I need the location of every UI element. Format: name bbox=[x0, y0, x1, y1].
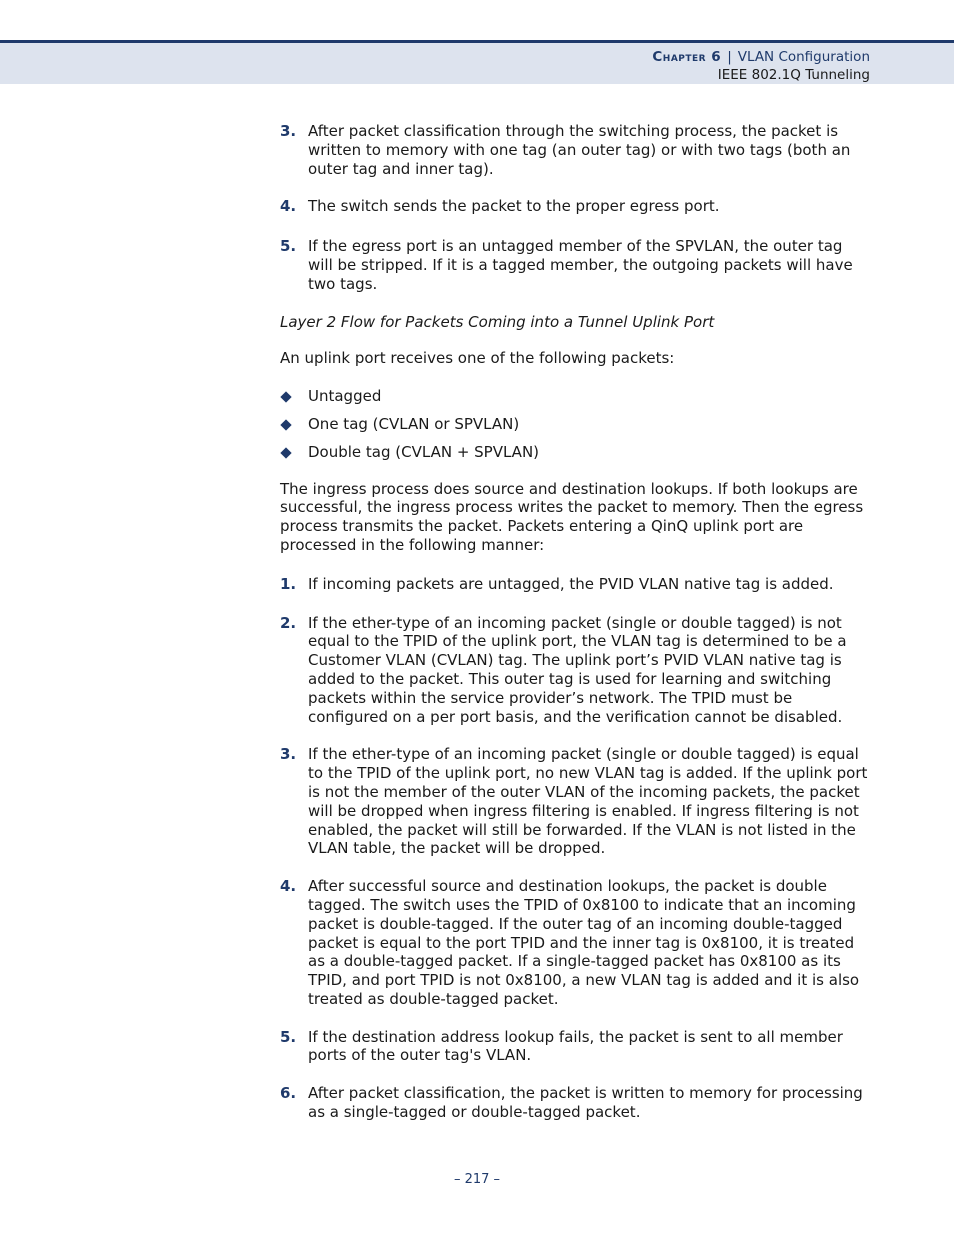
item-text: If the destination address lookup fails, the packet is sent to all member ports of the outer tag's VLAN. bbox=[308, 1027, 843, 1065]
page-body bbox=[280, 122, 870, 1122]
list-item bbox=[280, 122, 870, 178]
item-number: 3. bbox=[280, 745, 297, 764]
item-text: If the ether-type of an incoming packet (single or double tagged) is not equal to the TPID of the uplink port, the VLAN tag is determined to be a Customer VLAN (CVLAN) tag. The uplink port’s PVID VLAN native tag is added to the packet. This outer tag is used for learning and switching packets within the service provider’s network. The TPID must be configured on a per port basis, and the verification cannot be disabled. bbox=[308, 613, 847, 726]
subheading: Layer 2 Flow for Packets Coming into a Tunnel Uplink Port bbox=[280, 312, 715, 331]
list-item bbox=[280, 197, 870, 216]
list-item bbox=[280, 1084, 870, 1122]
bullet-text: Double tag (CVLAN + SPVLAN) bbox=[308, 442, 540, 461]
bullet-item bbox=[280, 415, 870, 434]
item-text: The switch sends the packet to the proper egress port. bbox=[308, 197, 720, 216]
intro-paragraph: An uplink port receives one of the following packets: bbox=[280, 349, 675, 368]
page-number: – 217 – bbox=[453, 1172, 501, 1187]
header-separator: | bbox=[727, 49, 732, 65]
list-item bbox=[280, 237, 870, 293]
body-paragraph: The ingress process does source and destination lookups. If both lookups are successful, the ingress process writes the packet to memory. Then the egress process transmits the packet. Packets entering a QinQ uplink port are processed in the following manner: bbox=[280, 479, 864, 554]
header-chapter-line bbox=[652, 49, 870, 65]
item-text: After packet classification through the switching process, the packet is written to memory with one tag (an outer tag) or with two tags (both an outer tag and inner tag). bbox=[308, 122, 851, 178]
diamond-bullet-icon bbox=[280, 392, 291, 403]
bullet-item bbox=[280, 387, 870, 406]
page-header bbox=[0, 40, 954, 84]
list-item bbox=[280, 1028, 870, 1066]
list-item bbox=[280, 877, 870, 1009]
bullet-item bbox=[280, 443, 870, 462]
bullet-text: One tag (CVLAN or SPVLAN) bbox=[308, 414, 520, 433]
item-text: If the ether-type of an incoming packet (single or double tagged) is equal to the TPID of the uplink port, no new VLAN tag is added. If the uplink port is not the member of the outer VLAN of the incoming packets, the packet will be dropped when ingress filtering is enabled. If ingress filtering is not enabled, the packet will still be forwarded. If the VLAN is not listed in the VLAN table, the packet will be dropped. bbox=[308, 745, 868, 858]
item-number: 6. bbox=[280, 1084, 297, 1103]
chapter-label: Chapter 6 bbox=[652, 49, 722, 65]
diamond-bullet-icon bbox=[280, 419, 291, 430]
item-number: 4. bbox=[280, 197, 297, 216]
item-text: After successful source and destination lookups, the packet is double tagged. The switch uses the TPID of 0x8100 to indicate that an incoming packet is double-tagged. If the outer tag of an incoming double-tagged packet is equal to the port TPID and the inner tag is 0x8100, it is treated as a double-tagged packet. If a single-tagged packet has 0x8100 as its TPID, and port TPID is not 0x8100, a new VLAN tag is added and it is also treated as double-tagged packet. bbox=[308, 877, 860, 1008]
list-item bbox=[280, 745, 870, 858]
item-text: After packet classification, the packet is written to memory for processing as a single-tagged or double-tagged packet. bbox=[308, 1084, 863, 1122]
item-number: 4. bbox=[280, 877, 297, 896]
item-text: If incoming packets are untagged, the PVID VLAN native tag is added. bbox=[308, 574, 834, 593]
item-number: 2. bbox=[280, 613, 297, 632]
item-number: 1. bbox=[280, 574, 297, 593]
list-item bbox=[280, 575, 870, 594]
item-number: 5. bbox=[280, 1027, 297, 1046]
section-title: IEEE 802.1Q Tunneling bbox=[717, 67, 870, 83]
bullet-text: Untagged bbox=[308, 387, 382, 406]
item-number: 5. bbox=[280, 237, 297, 256]
list-item bbox=[280, 614, 870, 727]
chapter-title: VLAN Configuration bbox=[737, 49, 870, 65]
item-number: 3. bbox=[280, 122, 297, 140]
item-text: If the egress port is an untagged member of the SPVLAN, the outer tag will be stripped. If it is a tagged member, the outgoing packets will have two tags. bbox=[308, 237, 853, 293]
diamond-bullet-icon bbox=[280, 447, 291, 458]
